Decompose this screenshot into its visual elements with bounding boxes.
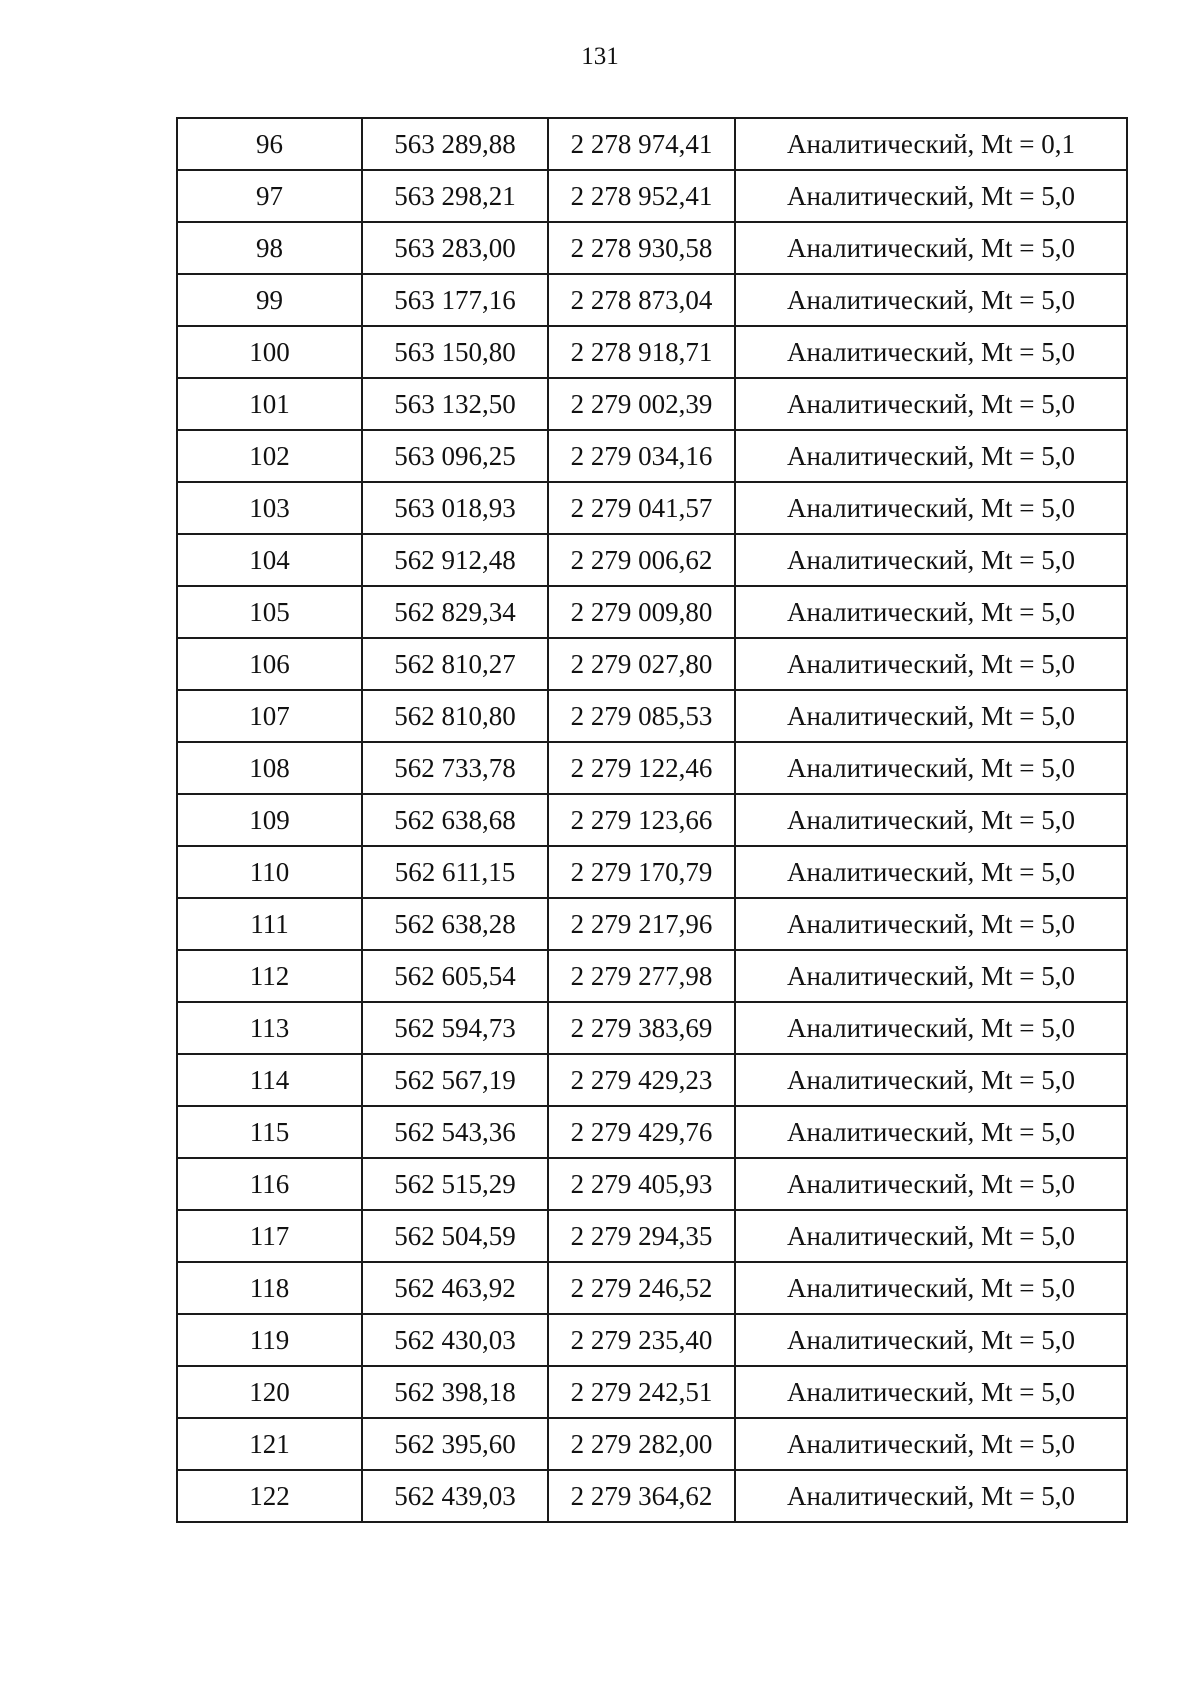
determination-method-cell: Аналитический, Mt = 5,0 [735,1366,1127,1418]
y-coordinate-cell: 2 279 123,66 [548,794,735,846]
y-coordinate-cell: 2 279 429,76 [548,1106,735,1158]
y-coordinate-cell: 2 279 009,80 [548,586,735,638]
y-coordinate-cell: 2 279 085,53 [548,690,735,742]
determination-method-cell: Аналитический, Mt = 5,0 [735,1418,1127,1470]
page-number: 131 [581,43,619,70]
y-coordinate-cell: 2 279 405,93 [548,1158,735,1210]
point-number-cell: 114 [177,1054,362,1106]
x-coordinate-cell: 562 463,92 [362,1262,548,1314]
x-coordinate-cell: 563 298,21 [362,170,548,222]
x-coordinate-cell: 562 439,03 [362,1470,548,1522]
x-coordinate-cell: 563 018,93 [362,482,548,534]
determination-method-cell: Аналитический, Mt = 5,0 [735,794,1127,846]
point-number-cell: 107 [177,690,362,742]
point-number-cell: 121 [177,1418,362,1470]
y-coordinate-cell: 2 279 429,23 [548,1054,735,1106]
determination-method-cell: Аналитический, Mt = 5,0 [735,170,1127,222]
y-coordinate-cell: 2 279 170,79 [548,846,735,898]
x-coordinate-cell: 562 543,36 [362,1106,548,1158]
determination-method-cell: Аналитический, Mt = 5,0 [735,1054,1127,1106]
determination-method-cell: Аналитический, Mt = 5,0 [735,482,1127,534]
point-number-cell: 98 [177,222,362,274]
determination-method-cell: Аналитический, Mt = 5,0 [735,638,1127,690]
point-number-cell: 119 [177,1314,362,1366]
y-coordinate-cell: 2 279 383,69 [548,1002,735,1054]
x-coordinate-cell: 562 810,80 [362,690,548,742]
determination-method-cell: Аналитический, Mt = 5,0 [735,430,1127,482]
table-row [177,326,1127,378]
table-row [177,378,1127,430]
table-row [177,222,1127,274]
point-number-cell: 105 [177,586,362,638]
determination-method-cell: Аналитический, Mt = 5,0 [735,586,1127,638]
table-row [177,1314,1127,1366]
point-number-cell: 100 [177,326,362,378]
point-number-cell: 97 [177,170,362,222]
point-number-cell: 106 [177,638,362,690]
y-coordinate-cell: 2 279 246,52 [548,1262,735,1314]
x-coordinate-cell: 562 810,27 [362,638,548,690]
point-number-cell: 115 [177,1106,362,1158]
y-coordinate-cell: 2 279 217,96 [548,898,735,950]
determination-method-cell: Аналитический, Mt = 5,0 [735,950,1127,1002]
point-number-cell: 113 [177,1002,362,1054]
x-coordinate-cell: 563 289,88 [362,118,548,170]
y-coordinate-cell: 2 279 122,46 [548,742,735,794]
point-number-cell: 122 [177,1470,362,1522]
y-coordinate-cell: 2 279 277,98 [548,950,735,1002]
determination-method-cell: Аналитический, Mt = 5,0 [735,690,1127,742]
x-coordinate-cell: 562 605,54 [362,950,548,1002]
determination-method-cell: Аналитический, Mt = 5,0 [735,378,1127,430]
table-row [177,1002,1127,1054]
x-coordinate-cell: 562 638,68 [362,794,548,846]
x-coordinate-cell: 562 395,60 [362,1418,548,1470]
y-coordinate-cell: 2 279 235,40 [548,1314,735,1366]
determination-method-cell: Аналитический, Mt = 5,0 [735,1470,1127,1522]
table-row [177,690,1127,742]
x-coordinate-cell: 562 912,48 [362,534,548,586]
point-number-cell: 120 [177,1366,362,1418]
point-number-cell: 116 [177,1158,362,1210]
table-row [177,1418,1127,1470]
table-row [177,794,1127,846]
point-number-cell: 118 [177,1262,362,1314]
x-coordinate-cell: 563 150,80 [362,326,548,378]
y-coordinate-cell: 2 279 282,00 [548,1418,735,1470]
x-coordinate-cell: 562 611,15 [362,846,548,898]
determination-method-cell: Аналитический, Mt = 5,0 [735,1314,1127,1366]
table-row [177,898,1127,950]
x-coordinate-cell: 562 638,28 [362,898,548,950]
table-row [177,1366,1127,1418]
table-row [177,586,1127,638]
x-coordinate-cell: 562 733,78 [362,742,548,794]
x-coordinate-cell: 563 132,50 [362,378,548,430]
y-coordinate-cell: 2 279 034,16 [548,430,735,482]
table-row [177,118,1127,170]
y-coordinate-cell: 2 278 930,58 [548,222,735,274]
point-number-cell: 104 [177,534,362,586]
table-row [177,1158,1127,1210]
table-row [177,1210,1127,1262]
y-coordinate-cell: 2 278 952,41 [548,170,735,222]
determination-method-cell: Аналитический, Mt = 0,1 [735,118,1127,170]
table-row [177,1470,1127,1522]
determination-method-cell: Аналитический, Mt = 5,0 [735,1106,1127,1158]
determination-method-cell: Аналитический, Mt = 5,0 [735,274,1127,326]
y-coordinate-cell: 2 279 006,62 [548,534,735,586]
table-row [177,170,1127,222]
point-number-cell: 117 [177,1210,362,1262]
determination-method-cell: Аналитический, Mt = 5,0 [735,898,1127,950]
determination-method-cell: Аналитический, Mt = 5,0 [735,1002,1127,1054]
point-number-cell: 110 [177,846,362,898]
x-coordinate-cell: 562 398,18 [362,1366,548,1418]
y-coordinate-cell: 2 278 873,04 [548,274,735,326]
x-coordinate-cell: 562 594,73 [362,1002,548,1054]
point-number-cell: 103 [177,482,362,534]
point-number-cell: 109 [177,794,362,846]
determination-method-cell: Аналитический, Mt = 5,0 [735,534,1127,586]
x-coordinate-cell: 562 515,29 [362,1158,548,1210]
determination-method-cell: Аналитический, Mt = 5,0 [735,326,1127,378]
table-row [177,430,1127,482]
point-number-cell: 96 [177,118,362,170]
x-coordinate-cell: 562 504,59 [362,1210,548,1262]
table-row [177,950,1127,1002]
table-row [177,274,1127,326]
point-number-cell: 99 [177,274,362,326]
y-coordinate-cell: 2 279 294,35 [548,1210,735,1262]
x-coordinate-cell: 562 430,03 [362,1314,548,1366]
determination-method-cell: Аналитический, Mt = 5,0 [735,846,1127,898]
y-coordinate-cell: 2 279 242,51 [548,1366,735,1418]
coordinates-table-body [177,118,1127,1522]
table-row [177,1106,1127,1158]
table-row [177,482,1127,534]
y-coordinate-cell: 2 278 918,71 [548,326,735,378]
determination-method-cell: Аналитический, Mt = 5,0 [735,1158,1127,1210]
point-number-cell: 102 [177,430,362,482]
table-row [177,534,1127,586]
point-number-cell: 112 [177,950,362,1002]
determination-method-cell: Аналитический, Mt = 5,0 [735,222,1127,274]
coordinates-table [176,117,1128,1523]
x-coordinate-cell: 563 177,16 [362,274,548,326]
y-coordinate-cell: 2 279 041,57 [548,482,735,534]
point-number-cell: 108 [177,742,362,794]
determination-method-cell: Аналитический, Mt = 5,0 [735,1210,1127,1262]
table-row [177,638,1127,690]
y-coordinate-cell: 2 278 974,41 [548,118,735,170]
table-row [177,742,1127,794]
determination-method-cell: Аналитический, Mt = 5,0 [735,742,1127,794]
point-number-cell: 111 [177,898,362,950]
table-row [177,1262,1127,1314]
y-coordinate-cell: 2 279 002,39 [548,378,735,430]
x-coordinate-cell: 562 829,34 [362,586,548,638]
y-coordinate-cell: 2 279 027,80 [548,638,735,690]
table-row [177,1054,1127,1106]
x-coordinate-cell: 562 567,19 [362,1054,548,1106]
y-coordinate-cell: 2 279 364,62 [548,1470,735,1522]
x-coordinate-cell: 563 096,25 [362,430,548,482]
table-row [177,846,1127,898]
determination-method-cell: Аналитический, Mt = 5,0 [735,1262,1127,1314]
x-coordinate-cell: 563 283,00 [362,222,548,274]
point-number-cell: 101 [177,378,362,430]
